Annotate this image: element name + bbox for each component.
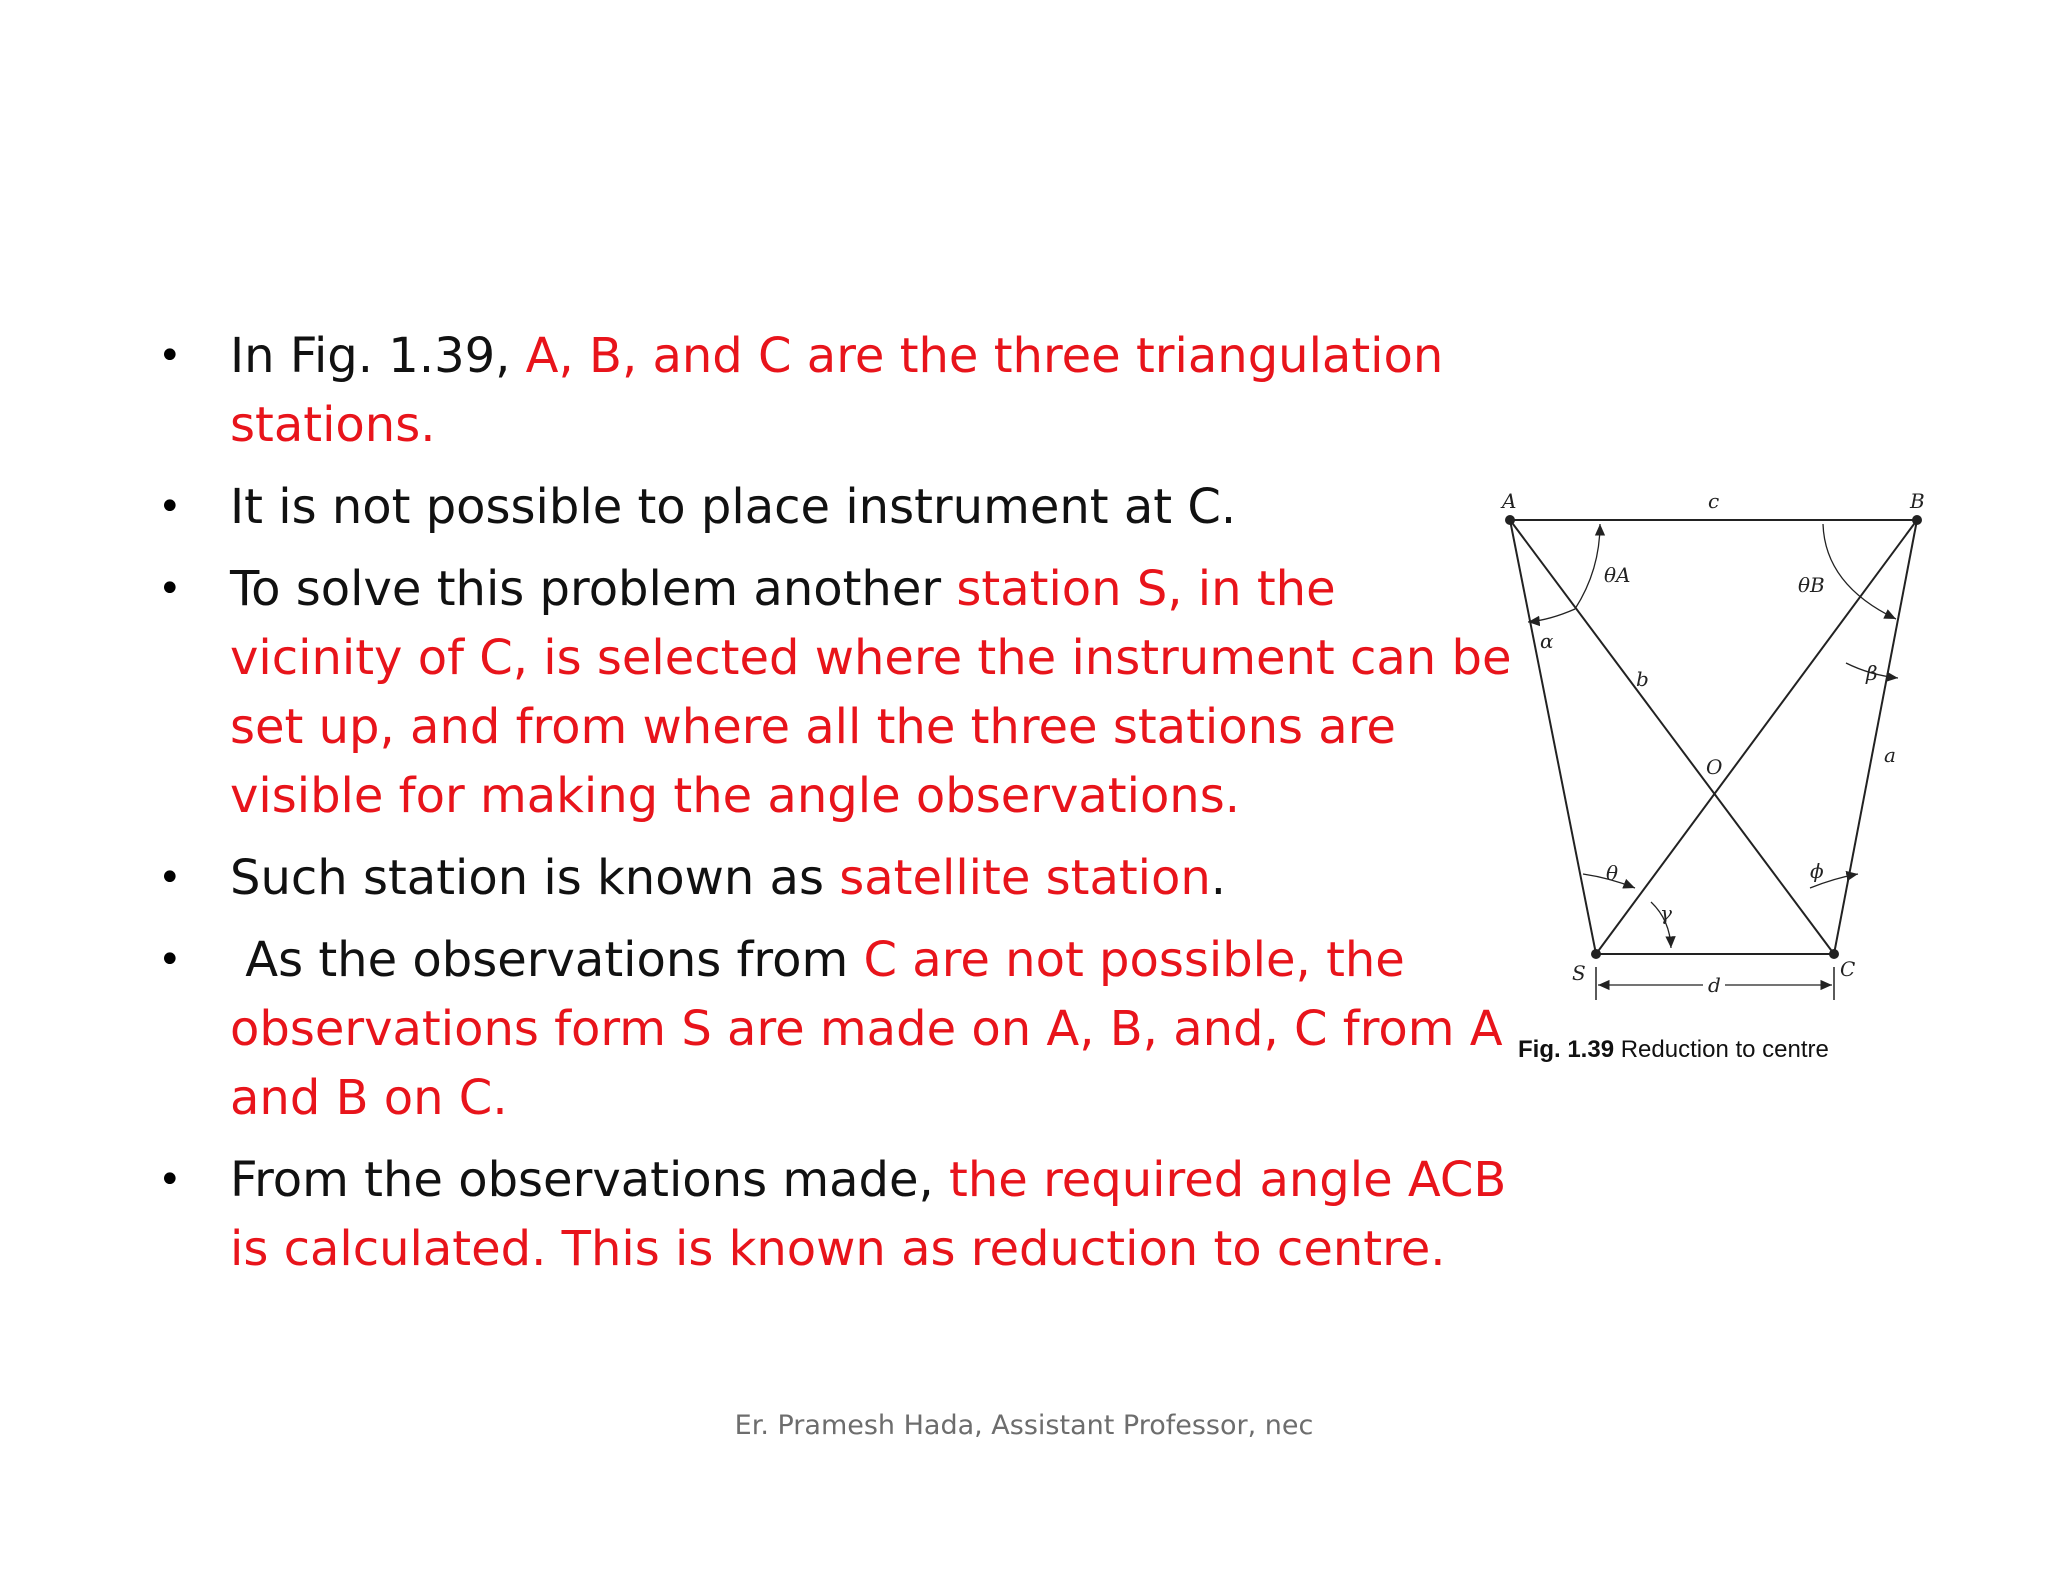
figure-caption-number: Fig. 1.39 bbox=[1518, 1036, 1615, 1063]
bullet-dot: • bbox=[158, 484, 182, 530]
arc-theta-A bbox=[1575, 524, 1600, 609]
label-O: O bbox=[1706, 755, 1723, 779]
figure-diagram bbox=[1490, 480, 1970, 1040]
station-S-point bbox=[1591, 949, 1601, 959]
bullet-text-2-0: To solve this problem another bbox=[230, 561, 957, 617]
bullet-dot: • bbox=[158, 937, 182, 983]
label-phi: ϕ bbox=[1810, 859, 1824, 883]
station-C-point bbox=[1829, 949, 1839, 959]
arc-theta-B bbox=[1823, 524, 1896, 619]
label-theta-A: θA bbox=[1604, 563, 1631, 587]
bullet-text-0-1: A, B, and C are the three triangulation stations. bbox=[230, 328, 1444, 453]
label-c: c bbox=[1708, 489, 1720, 513]
bullet-text-3-0: Such station is known as bbox=[230, 850, 840, 906]
label-theta-B: θB bbox=[1798, 573, 1825, 597]
figure-caption-text: Reduction to centre bbox=[1614, 1036, 1829, 1063]
bullet-dot: • bbox=[158, 855, 182, 901]
label-gamma: γ bbox=[1660, 901, 1672, 925]
bullet-text-3-1: satellite station bbox=[839, 850, 1211, 906]
bullet-dot: • bbox=[158, 333, 182, 379]
bullet-item bbox=[152, 926, 1522, 1133]
label-theta: θ bbox=[1606, 861, 1619, 885]
label-a: a bbox=[1884, 743, 1896, 767]
station-B-point bbox=[1912, 515, 1922, 525]
figure-caption bbox=[1518, 1036, 1829, 1064]
station-A-point bbox=[1505, 515, 1515, 525]
line-AC bbox=[1510, 520, 1834, 954]
bullet-text-4-0: As the observations from bbox=[230, 932, 864, 988]
bullet-dot: • bbox=[158, 566, 182, 612]
label-B: B bbox=[1910, 489, 1925, 513]
line-BC bbox=[1834, 520, 1917, 954]
bullet-text-2-1: station S, in the vicinity of C, is selected where the instrument can be set up, and from where all the three stations are visible for making the angle observations. bbox=[230, 561, 1512, 824]
reduction-to-centre-figure bbox=[1490, 480, 1970, 1090]
arc-alpha bbox=[1528, 609, 1575, 622]
bullet-item bbox=[152, 1146, 1522, 1284]
slide-footer: Er. Pramesh Hada, Assistant Professor, nec bbox=[734, 1410, 1314, 1441]
label-d: d bbox=[1708, 973, 1721, 997]
bullet-text-5-1: the required angle ACB is calculated. This is known as reduction to centre. bbox=[230, 1152, 1507, 1277]
bullet-text-4-1: C are not possible, the observations form S are made on A, B, and, C from A and B on C. bbox=[230, 932, 1503, 1126]
line-BS bbox=[1596, 520, 1917, 954]
bullet-text-5-0: From the observations made, bbox=[230, 1152, 950, 1208]
bullet-item bbox=[152, 844, 1522, 913]
line-AS bbox=[1510, 520, 1596, 954]
label-beta: β bbox=[1866, 661, 1878, 685]
bullet-text-1-0: It is not possible to place instrument at C. bbox=[230, 479, 1237, 535]
bullet-dot: • bbox=[158, 1157, 182, 1203]
label-A: A bbox=[1502, 489, 1517, 513]
bullet-item bbox=[152, 473, 1522, 542]
label-b: b bbox=[1636, 667, 1649, 691]
label-alpha: α bbox=[1540, 629, 1554, 653]
label-C: C bbox=[1840, 957, 1856, 981]
bullet-text-0-0: In Fig. 1.39, bbox=[230, 328, 526, 384]
label-S: S bbox=[1572, 961, 1586, 985]
bullet-list bbox=[152, 322, 1522, 1297]
bullet-item bbox=[152, 555, 1522, 831]
bullet-item bbox=[152, 322, 1522, 460]
bullet-text-3-2: . bbox=[1210, 850, 1227, 906]
